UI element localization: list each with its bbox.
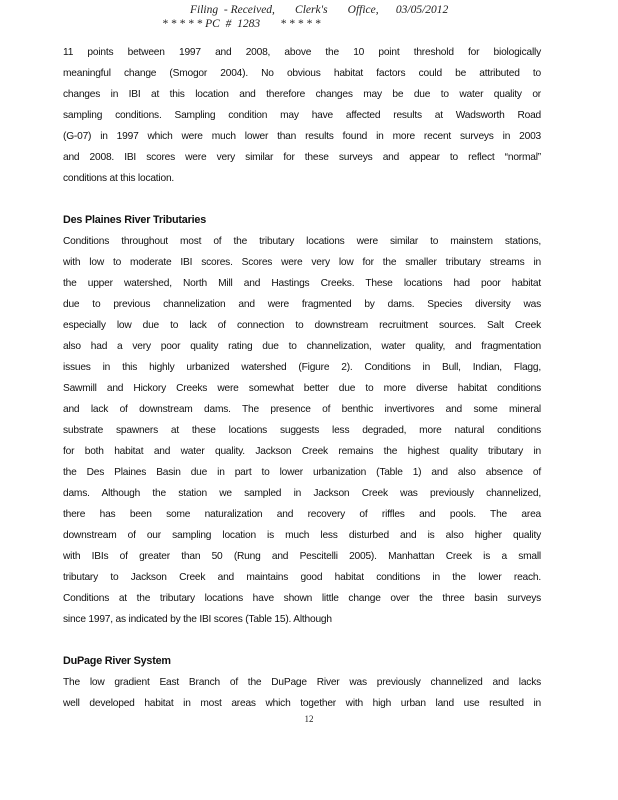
filing-stamp-line: Filing - Received, Clerk's Office, 03/05/2012 (190, 4, 449, 16)
text-line: The low gradient East Branch of the DuPage River was previously channelized and lacks (63, 677, 541, 688)
paragraph-1 (63, 42, 541, 189)
text-line: Conditions at the tributary locations have shown little change over the three basin surveys (63, 593, 541, 604)
text-line: there has been some naturalization and recovery of riffles and pools. The area (63, 509, 541, 520)
text-line: especially low due to lack of connection to downstream recruitment sources. Salt Creek (63, 320, 541, 331)
text-line: dams. Although the station we sampled in Jackson Creek was previously channelized, (63, 488, 541, 499)
paragraph-2 (63, 231, 541, 630)
text-line: (G-07) in 1997 which were much lower than results found in more recent surveys in 2003 (63, 131, 541, 142)
text-line: downstream of our sampling location is much less disturbed and is also higher quality (63, 530, 541, 541)
text-line: Conditions throughout most of the tributary locations were similar to mainstem stations, (63, 236, 541, 247)
text-line: changes in IBI at this location and therefore changes may be due to water quality or (63, 89, 541, 100)
pc-number-line: * * * * * PC # 1283 * * * * * (162, 18, 321, 30)
text-line: well developed habitat in most areas which together with high urban land use resulted in (63, 698, 541, 709)
document-body (63, 42, 541, 714)
text-line: for both habitat and water quality. Jackson Creek remains the highest quality tributary in (63, 446, 541, 457)
text-line: with low to moderate IBI scores. Scores were very low for the smaller tributary streams in (63, 257, 541, 268)
text-line: and lack of downstream dams. The presence of benthic invertivores and some mineral (63, 404, 541, 415)
text-line: since 1997, as indicated by the IBI scores (Table 15). Although (63, 614, 332, 625)
text-line: with IBIs of greater than 50 (Rung and Pescitelli 2005). Manhattan Creek is a small (63, 551, 541, 562)
text-line: and 2008. IBI scores were very similar for these surveys and appear to reflect “normal” (63, 152, 541, 163)
paragraph-3 (63, 672, 541, 714)
text-line: conditions at this location. (63, 173, 175, 184)
paragraph-gap (63, 189, 541, 210)
section-heading-dupage-river-system: DuPage River System (63, 655, 171, 667)
text-line: sampling conditions. Sampling condition may have affected results at Wadsworth Road (63, 110, 541, 121)
section-heading-des-plaines-tributaries: Des Plaines River Tributaries (63, 214, 207, 226)
text-line: also had a very poor quality rating due to channelization, water quality, and fragmentation (63, 341, 541, 352)
page-number: 12 (304, 714, 314, 724)
text-line: 11 points between 1997 and 2008, above the 10 point threshold for biologically (63, 47, 541, 58)
text-line: the Des Plaines Basin due in part to lower urbanization (Table 1) and also absence of (63, 467, 541, 478)
text-line: substrate spawners at these locations suggests less degraded, more natural conditions (63, 425, 541, 436)
text-line: tributary to Jackson Creek and maintains good habitat conditions in the lower reach. (63, 572, 541, 583)
text-line: issues in this highly urbanized watershed (Figure 2). Conditions in Bull, Indian, Flagg, (63, 362, 541, 373)
text-line: the upper watershed, North Mill and Hastings Creeks. These locations had poor habitat (63, 278, 541, 289)
text-line: meaningful change (Smogor 2004). No obvious habitat factors could be attributed to (63, 68, 541, 79)
paragraph-gap (63, 630, 541, 651)
text-line: due to previous channelization and were fragmented by dams. Species diversity was (63, 299, 541, 310)
text-line: Sawmill and Hickory Creeks were somewhat better due to more diverse habitat conditions (63, 383, 541, 394)
